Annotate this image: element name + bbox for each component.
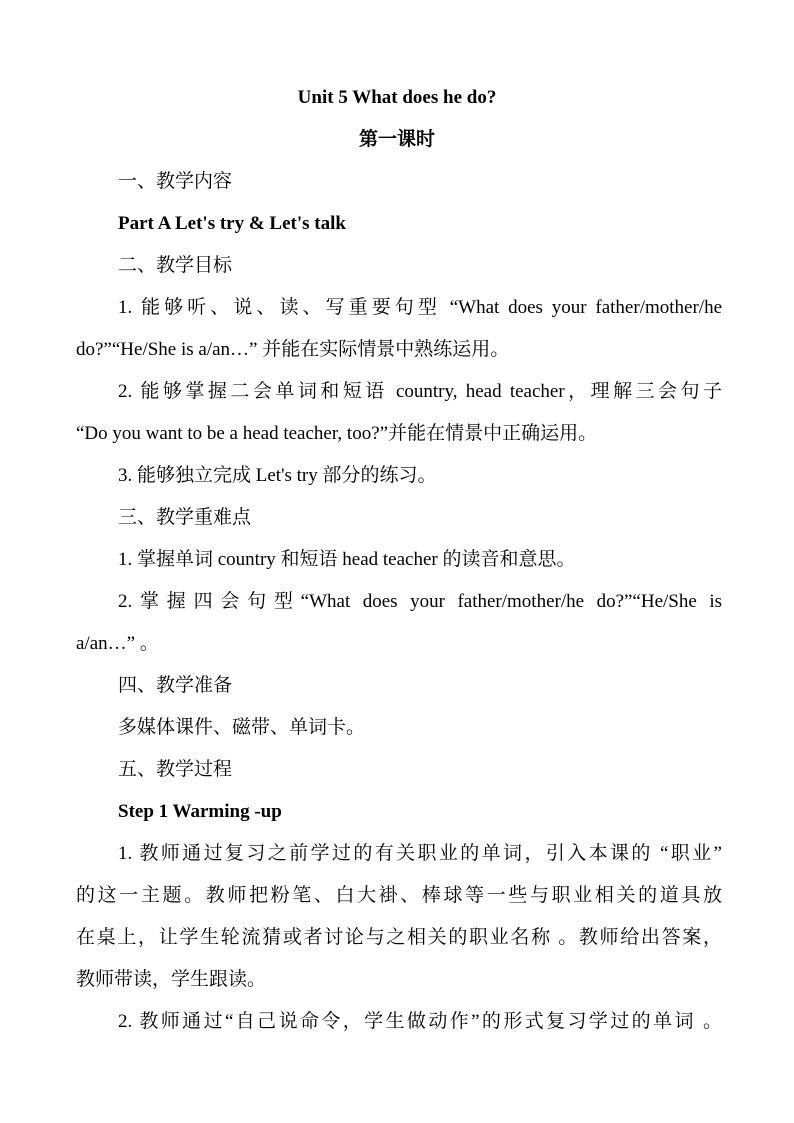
step-1-para-1-line-4: 教师带读，学生跟读。 (76, 969, 267, 990)
goal-1-line-1: 1. 能够听、说、读、写重要句型 “What does your father/mother/he (118, 297, 722, 318)
key-point-1: 1. 掌握单词 country 和短语 head teacher 的读音和意思。 (118, 549, 576, 570)
goal-2-line-2: “Do you want to be a head teacher, too?”并能在情景中正确运用。 (76, 423, 598, 444)
key-point-2-line-1: 2.掌握四会句型“What does your father/mother/he do?”“He/She is (118, 591, 722, 612)
step-1-para-1-line-2: 的这一主题。教师把粉笔、白大褂、棒球等一些与职业相关的道具放 (76, 885, 722, 906)
goal-3: 3. 能够独立完成 Let's try 部分的练习。 (118, 465, 437, 486)
step-1-para-1-line-3: 在桌上，让学生轮流猜或者讨论与之相关的职业名称 。教师给出答案， (76, 927, 722, 948)
goal-1-line-2: do?”“He/She is a/an…” 并能在实际情景中熟练运用。 (76, 339, 510, 360)
step-1-para-1-line-1: 1. 教师通过复习之前学过的有关职业的单词，引入本课的 “职业” (118, 843, 722, 864)
document-title: Unit 5 What does he do? (297, 87, 497, 108)
step-1-heading: Step 1 Warming -up (118, 801, 282, 822)
step-1-para-2: 2. 教师通过“自己说命令，学生做动作”的形式复习学过的单词 。 (118, 1011, 722, 1032)
section-heading-key-points: 三、教学重难点 (118, 507, 252, 528)
document-subtitle: 第一课时 (358, 129, 435, 150)
preparation-items: 多媒体课件、磁带、单词卡。 (118, 717, 366, 738)
section-heading-content: 一、教学内容 (118, 171, 233, 192)
content-part: Part A Let's try & Let's talk (118, 213, 346, 234)
key-point-2-line-2: a/an…” 。 (76, 633, 159, 654)
section-heading-goals: 二、教学目标 (118, 255, 233, 276)
goal-2-line-1: 2. 能够掌握二会单词和短语 country, head teacher，理解三会句子 (118, 381, 722, 402)
section-heading-process: 五、教学过程 (118, 759, 233, 780)
section-heading-preparation: 四、教学准备 (118, 675, 233, 696)
